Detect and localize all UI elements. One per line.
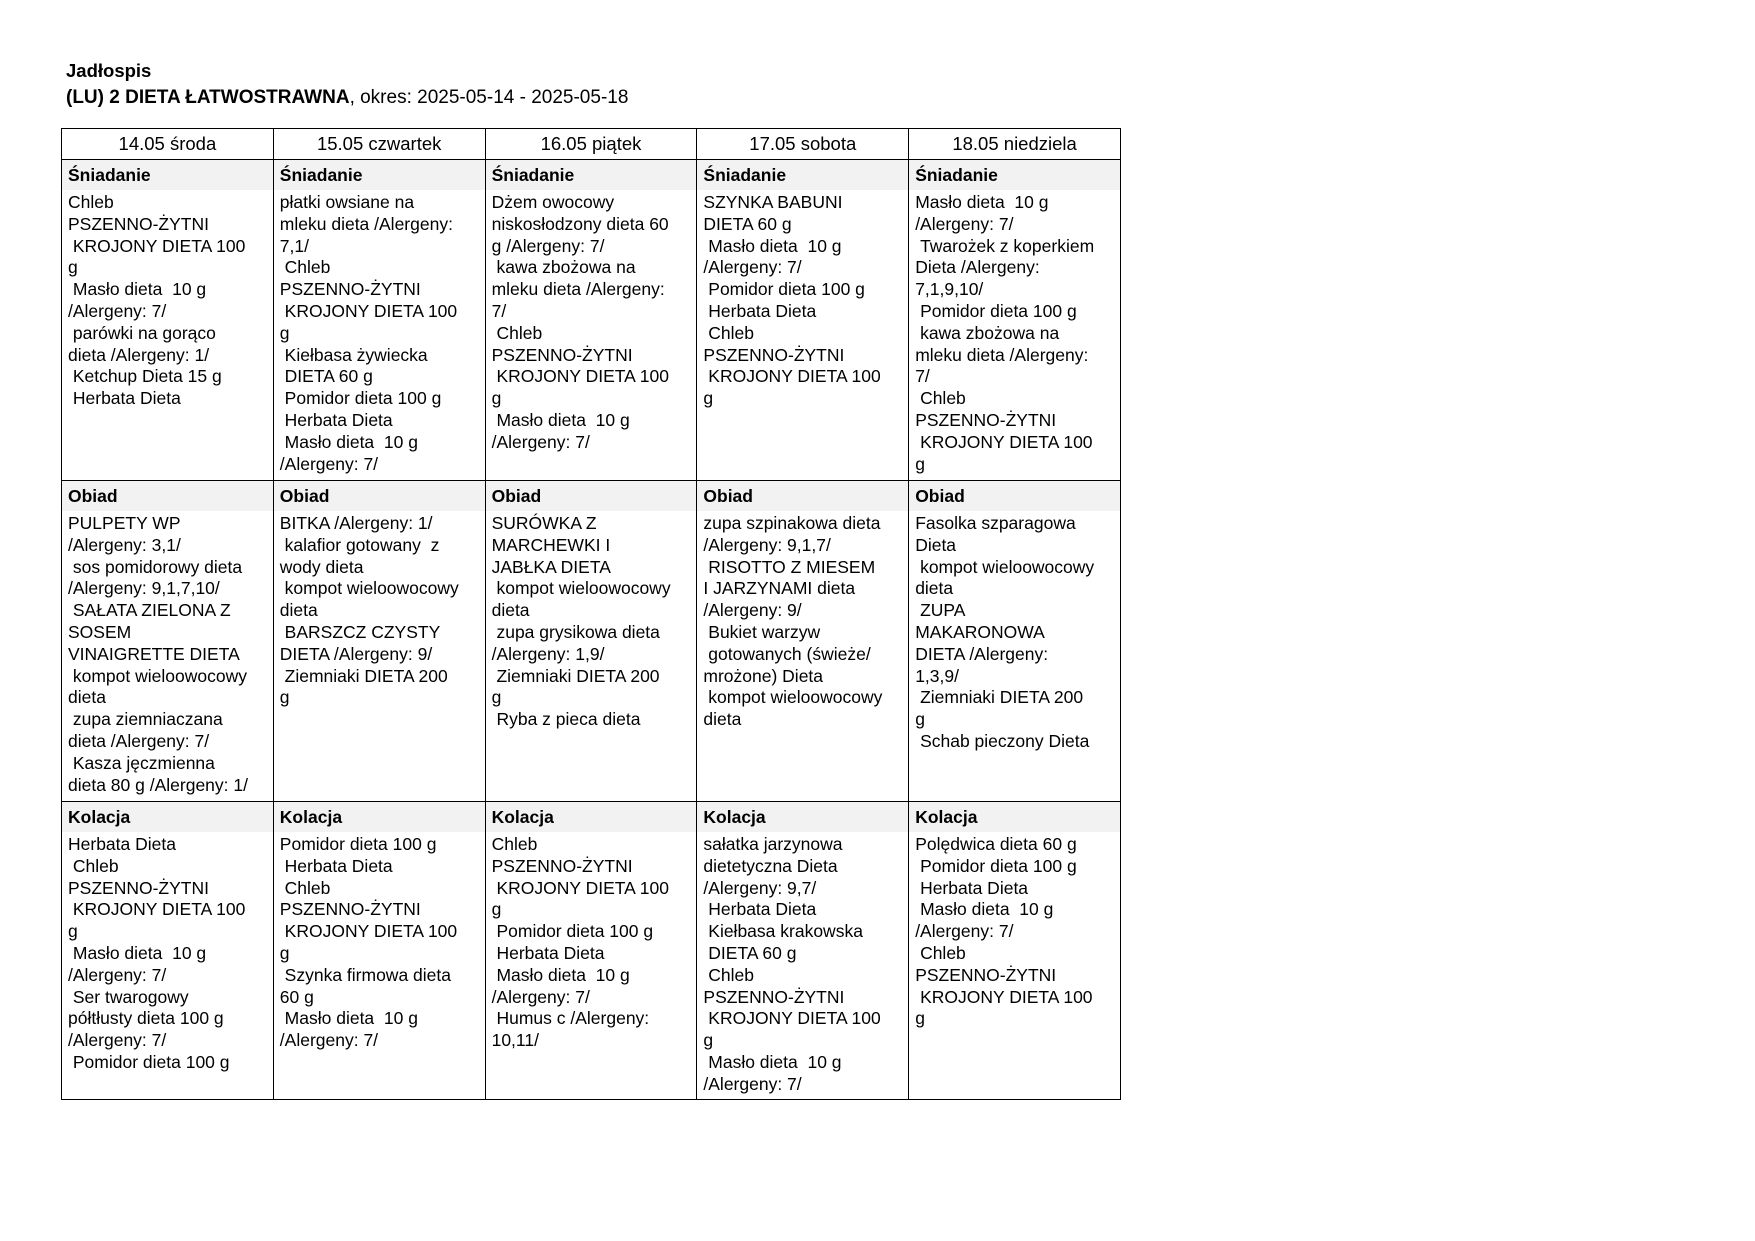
day-header: 18.05 niedziela [909, 129, 1121, 160]
day-header: 16.05 piątek [485, 129, 697, 160]
meal-label-breakfast: Śniadanie [697, 160, 909, 191]
dinner-cell: Polędwica dieta 60 g Pomidor dieta 100 g Herbata Dieta Masło dieta 10 g /Alergeny: 7/ Chleb PSZENNO-ŻYTNI KROJONY DIETA 100 g [909, 832, 1121, 1100]
meal-label-breakfast: Śniadanie [909, 160, 1121, 191]
meal-label-lunch: Obiad [62, 481, 274, 512]
day-header-row [62, 129, 1121, 160]
breakfast-cell: Chleb PSZENNO-ŻYTNI KROJONY DIETA 100 g Masło dieta 10 g /Alergeny: 7/ parówki na gorąco dieta /Alergeny: 1/ Ketchup Dieta 15 g Herbata Dieta [62, 190, 274, 481]
meal-label-dinner: Kolacja [909, 802, 1121, 833]
meal-label-lunch: Obiad [485, 481, 697, 512]
meal-label-dinner: Kolacja [62, 802, 274, 833]
meal-label-lunch: Obiad [273, 481, 485, 512]
dinner-label-row [62, 802, 1121, 833]
document-header [66, 58, 628, 112]
dinner-cell: sałatka jarzynowa dietetyczna Dieta /Alergeny: 9,7/ Herbata Dieta Kiełbasa krakowska DIETA 60 g Chleb PSZENNO-ŻYTNI KROJONY DIETA 100 g Masło dieta 10 g /Alergeny: 7/ [697, 832, 909, 1100]
breakfast-row [62, 190, 1121, 481]
period-text: , okres: 2025-05-14 - 2025-05-18 [349, 87, 629, 108]
lunch-row [62, 511, 1121, 802]
meal-label-dinner: Kolacja [697, 802, 909, 833]
breakfast-label-row [62, 160, 1121, 191]
meal-label-dinner: Kolacja [273, 802, 485, 833]
meal-label-dinner: Kolacja [485, 802, 697, 833]
breakfast-cell: SZYNKA BABUNI DIETA 60 g Masło dieta 10 g /Alergeny: 7/ Pomidor dieta 100 g Herbata Dieta Chleb PSZENNO-ŻYTNI KROJONY DIETA 100 g [697, 190, 909, 481]
lunch-cell: SURÓWKA Z MARCHEWKI I JABŁKA DIETA kompot wieloowocowy dieta zupa grysikowa dieta /Alergeny: 1,9/ Ziemniaki DIETA 200 g Ryba z pieca dieta [485, 511, 697, 802]
day-header: 15.05 czwartek [273, 129, 485, 160]
document-subtitle [66, 84, 628, 112]
dinner-cell: Herbata Dieta Chleb PSZENNO-ŻYTNI KROJONY DIETA 100 g Masło dieta 10 g /Alergeny: 7/ Ser twarogowy półtłusty dieta 100 g /Alergeny: 7/ Pomidor dieta 100 g [62, 832, 274, 1100]
lunch-cell: Fasolka szparagowa Dieta kompot wieloowocowy dieta ZUPA MAKARONOWA DIETA /Alergeny: 1,3,9/ Ziemniaki DIETA 200 g Schab pieczony Dieta [909, 511, 1121, 802]
meal-label-lunch: Obiad [909, 481, 1121, 512]
dinner-row [62, 832, 1121, 1100]
meal-label-breakfast: Śniadanie [485, 160, 697, 191]
lunch-cell: BITKA /Alergeny: 1/ kalafior gotowany z wody dieta kompot wieloowocowy dieta BARSZCZ CZYSTY DIETA /Alergeny: 9/ Ziemniaki DIETA 200 g [273, 511, 485, 802]
document-title: Jadłospis [66, 60, 152, 81]
meal-label-breakfast: Śniadanie [62, 160, 274, 191]
day-header: 14.05 środa [62, 129, 274, 160]
breakfast-cell: Dżem owocowy niskosłodzony dieta 60 g /Alergeny: 7/ kawa zbożowa na mleku dieta /Alergeny: 7/ Chleb PSZENNO-ŻYTNI KROJONY DIETA 100 g Masło dieta 10 g /Alergeny: 7/ [485, 190, 697, 481]
lunch-cell: PULPETY WP /Alergeny: 3,1/ sos pomidorowy dieta /Alergeny: 9,1,7,10/ SAŁATA ZIELONA Z SOSEM VINAIGRETTE DIETA kompot wieloowocowy dieta zupa ziemniaczana dieta /Alergeny: 7/ Kasza jęczmienna dieta 80 g /Alergeny: 1/ [62, 511, 274, 802]
diet-name: (LU) 2 DIETA ŁATWOSTRAWNA [66, 87, 350, 108]
breakfast-cell: Masło dieta 10 g /Alergeny: 7/ Twarożek z koperkiem Dieta /Alergeny: 7,1,9,10/ Pomidor dieta 100 g kawa zbożowa na mleku dieta /Alergeny: 7/ Chleb PSZENNO-ŻYTNI KROJONY DIETA 100 g [909, 190, 1121, 481]
meal-label-breakfast: Śniadanie [273, 160, 485, 191]
day-header: 17.05 sobota [697, 129, 909, 160]
breakfast-cell: płatki owsiane na mleku dieta /Alergeny: 7,1/ Chleb PSZENNO-ŻYTNI KROJONY DIETA 100 g Kiełbasa żywiecka DIETA 60 g Pomidor dieta 100 g Herbata Dieta Masło dieta 10 g /Alergeny: 7/ [273, 190, 485, 481]
lunch-label-row [62, 481, 1121, 512]
lunch-cell: zupa szpinakowa dieta /Alergeny: 9,1,7/ RISOTTO Z MIESEM I JARZYNAMI dieta /Alergeny: 9/ Bukiet warzyw gotowanych (świeże/ mrożone) Dieta kompot wieloowocowy dieta [697, 511, 909, 802]
menu-table [61, 128, 1121, 1100]
dinner-cell: Chleb PSZENNO-ŻYTNI KROJONY DIETA 100 g Pomidor dieta 100 g Herbata Dieta Masło dieta 10 g /Alergeny: 7/ Humus c /Alergeny: 10,11/ [485, 832, 697, 1100]
dinner-cell: Pomidor dieta 100 g Herbata Dieta Chleb PSZENNO-ŻYTNI KROJONY DIETA 100 g Szynka firmowa dieta 60 g Masło dieta 10 g /Alergeny: 7/ [273, 832, 485, 1100]
meal-label-lunch: Obiad [697, 481, 909, 512]
